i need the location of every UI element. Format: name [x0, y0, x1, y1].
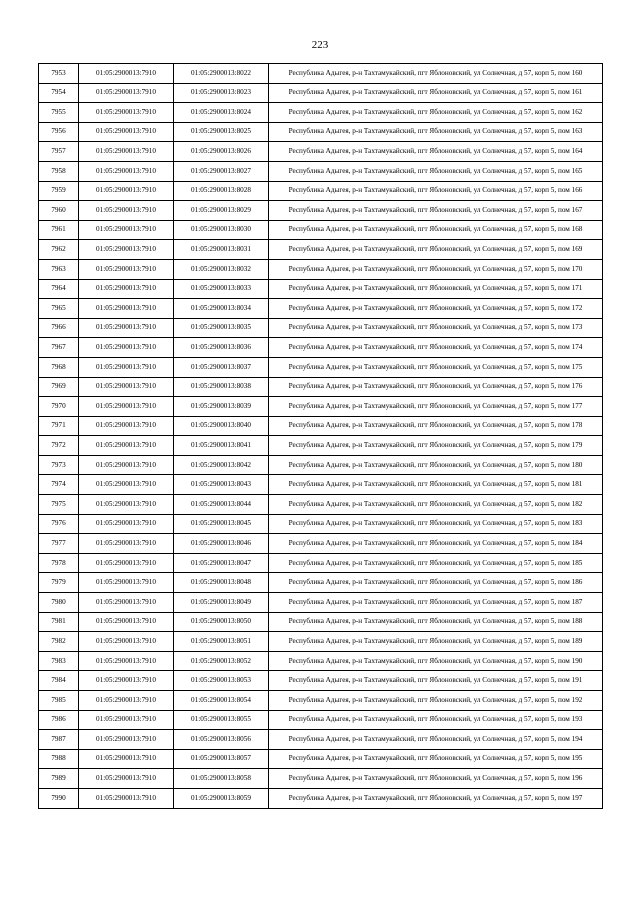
- row-number-cell: 7974: [39, 475, 79, 495]
- address-cell: Республика Адыгея, р-н Тахтамукайский, пгт Яблоновский, ул Солнечная, д 57, корп 5, пом 175: [269, 357, 603, 377]
- cadastral-registry-table: [38, 63, 603, 809]
- row-number-cell: 7969: [39, 377, 79, 397]
- cadastral-number-cell: 01:05:2900013:8036: [174, 338, 269, 358]
- table-row: [39, 240, 603, 260]
- parent-cadastral-number-cell: 01:05:2900013:7910: [79, 142, 174, 162]
- parent-cadastral-number-cell: 01:05:2900013:7910: [79, 201, 174, 221]
- table-row: [39, 593, 603, 613]
- table-row: [39, 122, 603, 142]
- cadastral-number-cell: 01:05:2900013:8047: [174, 553, 269, 573]
- address-cell: Республика Адыгея, р-н Тахтамукайский, пгт Яблоновский, ул Солнечная, д 57, корп 5, пом 179: [269, 436, 603, 456]
- table-row: [39, 730, 603, 750]
- row-number-cell: 7967: [39, 338, 79, 358]
- cadastral-number-cell: 01:05:2900013:8022: [174, 64, 269, 84]
- table-row: [39, 279, 603, 299]
- parent-cadastral-number-cell: 01:05:2900013:7910: [79, 357, 174, 377]
- parent-cadastral-number-cell: 01:05:2900013:7910: [79, 593, 174, 613]
- row-number-cell: 7989: [39, 769, 79, 789]
- row-number-cell: 7954: [39, 83, 79, 103]
- table-row: [39, 436, 603, 456]
- table-row: [39, 181, 603, 201]
- cadastral-number-cell: 01:05:2900013:8030: [174, 220, 269, 240]
- address-cell: Республика Адыгея, р-н Тахтамукайский, пгт Яблоновский, ул Солнечная, д 57, корп 5, пом 168: [269, 220, 603, 240]
- cadastral-number-cell: 01:05:2900013:8046: [174, 534, 269, 554]
- cadastral-number-cell: 01:05:2900013:8045: [174, 514, 269, 534]
- parent-cadastral-number-cell: 01:05:2900013:7910: [79, 318, 174, 338]
- row-number-cell: 7979: [39, 573, 79, 593]
- table-row: [39, 475, 603, 495]
- row-number-cell: 7987: [39, 730, 79, 750]
- parent-cadastral-number-cell: 01:05:2900013:7910: [79, 475, 174, 495]
- row-number-cell: 7955: [39, 103, 79, 123]
- parent-cadastral-number-cell: 01:05:2900013:7910: [79, 573, 174, 593]
- table-row: [39, 357, 603, 377]
- table-row: [39, 495, 603, 515]
- row-number-cell: 7990: [39, 788, 79, 808]
- parent-cadastral-number-cell: 01:05:2900013:7910: [79, 83, 174, 103]
- row-number-cell: 7976: [39, 514, 79, 534]
- cadastral-number-cell: 01:05:2900013:8038: [174, 377, 269, 397]
- parent-cadastral-number-cell: 01:05:2900013:7910: [79, 671, 174, 691]
- parent-cadastral-number-cell: 01:05:2900013:7910: [79, 181, 174, 201]
- cadastral-number-cell: 01:05:2900013:8025: [174, 122, 269, 142]
- table-row: [39, 397, 603, 417]
- table-row: [39, 749, 603, 769]
- table-row: [39, 64, 603, 84]
- cadastral-number-cell: 01:05:2900013:8054: [174, 691, 269, 711]
- parent-cadastral-number-cell: 01:05:2900013:7910: [79, 534, 174, 554]
- table-row: [39, 455, 603, 475]
- row-number-cell: 7956: [39, 122, 79, 142]
- address-cell: Республика Адыгея, р-н Тахтамукайский, пгт Яблоновский, ул Солнечная, д 57, корп 5, пом 170: [269, 259, 603, 279]
- cadastral-number-cell: 01:05:2900013:8056: [174, 730, 269, 750]
- table-row: [39, 514, 603, 534]
- row-number-cell: 7968: [39, 357, 79, 377]
- table-row: [39, 573, 603, 593]
- row-number-cell: 7960: [39, 201, 79, 221]
- parent-cadastral-number-cell: 01:05:2900013:7910: [79, 788, 174, 808]
- address-cell: Республика Адыгея, р-н Тахтамукайский, пгт Яблоновский, ул Солнечная, д 57, корп 5, пом 190: [269, 651, 603, 671]
- address-cell: Республика Адыгея, р-н Тахтамукайский, пгт Яблоновский, ул Солнечная, д 57, корп 5, пом 172: [269, 299, 603, 319]
- cadastral-number-cell: 01:05:2900013:8055: [174, 710, 269, 730]
- cadastral-number-cell: 01:05:2900013:8048: [174, 573, 269, 593]
- cadastral-number-cell: 01:05:2900013:8057: [174, 749, 269, 769]
- row-number-cell: 7965: [39, 299, 79, 319]
- row-number-cell: 7973: [39, 455, 79, 475]
- address-cell: Республика Адыгея, р-н Тахтамукайский, пгт Яблоновский, ул Солнечная, д 57, корп 5, пом 191: [269, 671, 603, 691]
- parent-cadastral-number-cell: 01:05:2900013:7910: [79, 495, 174, 515]
- page-number: 223: [311, 39, 329, 51]
- parent-cadastral-number-cell: 01:05:2900013:7910: [79, 455, 174, 475]
- registry-table-body: [39, 64, 603, 809]
- cadastral-number-cell: 01:05:2900013:8049: [174, 593, 269, 613]
- row-number-cell: 7957: [39, 142, 79, 162]
- parent-cadastral-number-cell: 01:05:2900013:7910: [79, 220, 174, 240]
- table-row: [39, 651, 603, 671]
- parent-cadastral-number-cell: 01:05:2900013:7910: [79, 514, 174, 534]
- address-cell: Республика Адыгея, р-н Тахтамукайский, пгт Яблоновский, ул Солнечная, д 57, корп 5, пом 195: [269, 749, 603, 769]
- address-cell: Республика Адыгея, р-н Тахтамукайский, пгт Яблоновский, ул Солнечная, д 57, корп 5, пом 192: [269, 691, 603, 711]
- address-cell: Республика Адыгея, р-н Тахтамукайский, пгт Яблоновский, ул Солнечная, д 57, корп 5, пом 180: [269, 455, 603, 475]
- cadastral-number-cell: 01:05:2900013:8058: [174, 769, 269, 789]
- address-cell: Республика Адыгея, р-н Тахтамукайский, пгт Яблоновский, ул Солнечная, д 57, корп 5, пом 181: [269, 475, 603, 495]
- table-row: [39, 318, 603, 338]
- address-cell: Республика Адыгея, р-н Тахтамукайский, пгт Яблоновский, ул Солнечная, д 57, корп 5, пом 196: [269, 769, 603, 789]
- row-number-cell: 7981: [39, 612, 79, 632]
- parent-cadastral-number-cell: 01:05:2900013:7910: [79, 122, 174, 142]
- parent-cadastral-number-cell: 01:05:2900013:7910: [79, 240, 174, 260]
- table-row: [39, 416, 603, 436]
- table-row: [39, 671, 603, 691]
- row-number-cell: 7970: [39, 397, 79, 417]
- cadastral-number-cell: 01:05:2900013:8023: [174, 83, 269, 103]
- parent-cadastral-number-cell: 01:05:2900013:7910: [79, 730, 174, 750]
- cadastral-number-cell: 01:05:2900013:8041: [174, 436, 269, 456]
- table-row: [39, 161, 603, 181]
- cadastral-number-cell: 01:05:2900013:8029: [174, 201, 269, 221]
- cadastral-number-cell: 01:05:2900013:8032: [174, 259, 269, 279]
- address-cell: Республика Адыгея, р-н Тахтамукайский, пгт Яблоновский, ул Солнечная, д 57, корп 5, пом 182: [269, 495, 603, 515]
- cadastral-number-cell: 01:05:2900013:8034: [174, 299, 269, 319]
- table-row: [39, 103, 603, 123]
- row-number-cell: 7972: [39, 436, 79, 456]
- address-cell: Республика Адыгея, р-н Тахтамукайский, пгт Яблоновский, ул Солнечная, д 57, корп 5, пом 165: [269, 161, 603, 181]
- row-number-cell: 7975: [39, 495, 79, 515]
- parent-cadastral-number-cell: 01:05:2900013:7910: [79, 64, 174, 84]
- parent-cadastral-number-cell: 01:05:2900013:7910: [79, 612, 174, 632]
- address-cell: Республика Адыгея, р-н Тахтамукайский, пгт Яблоновский, ул Солнечная, д 57, корп 5, пом 197: [269, 788, 603, 808]
- cadastral-number-cell: 01:05:2900013:8027: [174, 161, 269, 181]
- row-number-cell: 7971: [39, 416, 79, 436]
- cadastral-number-cell: 01:05:2900013:8059: [174, 788, 269, 808]
- address-cell: Республика Адыгея, р-н Тахтамукайский, пгт Яблоновский, ул Солнечная, д 57, корп 5, пом 160: [269, 64, 603, 84]
- cadastral-number-cell: 01:05:2900013:8039: [174, 397, 269, 417]
- parent-cadastral-number-cell: 01:05:2900013:7910: [79, 103, 174, 123]
- parent-cadastral-number-cell: 01:05:2900013:7910: [79, 416, 174, 436]
- address-cell: Республика Адыгея, р-н Тахтамукайский, пгт Яблоновский, ул Солнечная, д 57, корп 5, пом 177: [269, 397, 603, 417]
- parent-cadastral-number-cell: 01:05:2900013:7910: [79, 749, 174, 769]
- row-number-cell: 7962: [39, 240, 79, 260]
- address-cell: Республика Адыгея, р-н Тахтамукайский, пгт Яблоновский, ул Солнечная, д 57, корп 5, пом 184: [269, 534, 603, 554]
- table-row: [39, 201, 603, 221]
- address-cell: Республика Адыгея, р-н Тахтамукайский, пгт Яблоновский, ул Солнечная, д 57, корп 5, пом 166: [269, 181, 603, 201]
- address-cell: Республика Адыгея, р-н Тахтамукайский, пгт Яблоновский, ул Солнечная, д 57, корп 5, пом 163: [269, 122, 603, 142]
- parent-cadastral-number-cell: 01:05:2900013:7910: [79, 710, 174, 730]
- table-row: [39, 142, 603, 162]
- address-cell: Республика Адыгея, р-н Тахтамукайский, пгт Яблоновский, ул Солнечная, д 57, корп 5, пом 167: [269, 201, 603, 221]
- row-number-cell: 7953: [39, 64, 79, 84]
- address-cell: Республика Адыгея, р-н Тахтамукайский, пгт Яблоновский, ул Солнечная, д 57, корп 5, пом 173: [269, 318, 603, 338]
- cadastral-number-cell: 01:05:2900013:8043: [174, 475, 269, 495]
- parent-cadastral-number-cell: 01:05:2900013:7910: [79, 553, 174, 573]
- row-number-cell: 7985: [39, 691, 79, 711]
- address-cell: Республика Адыгея, р-н Тахтамукайский, пгт Яблоновский, ул Солнечная, д 57, корп 5, пом 174: [269, 338, 603, 358]
- address-cell: Республика Адыгея, р-н Тахтамукайский, пгт Яблоновский, ул Солнечная, д 57, корп 5, пом 176: [269, 377, 603, 397]
- row-number-cell: 7977: [39, 534, 79, 554]
- row-number-cell: 7958: [39, 161, 79, 181]
- address-cell: Республика Адыгея, р-н Тахтамукайский, пгт Яблоновский, ул Солнечная, д 57, корп 5, пом 193: [269, 710, 603, 730]
- cadastral-number-cell: 01:05:2900013:8042: [174, 455, 269, 475]
- parent-cadastral-number-cell: 01:05:2900013:7910: [79, 436, 174, 456]
- cadastral-number-cell: 01:05:2900013:8031: [174, 240, 269, 260]
- address-cell: Республика Адыгея, р-н Тахтамукайский, пгт Яблоновский, ул Солнечная, д 57, корп 5, пом 187: [269, 593, 603, 613]
- table-row: [39, 632, 603, 652]
- parent-cadastral-number-cell: 01:05:2900013:7910: [79, 338, 174, 358]
- cadastral-number-cell: 01:05:2900013:8026: [174, 142, 269, 162]
- table-row: [39, 83, 603, 103]
- cadastral-number-cell: 01:05:2900013:8052: [174, 651, 269, 671]
- table-row: [39, 612, 603, 632]
- address-cell: Республика Адыгея, р-н Тахтамукайский, пгт Яблоновский, ул Солнечная, д 57, корп 5, пом 178: [269, 416, 603, 436]
- address-cell: Республика Адыгея, р-н Тахтамукайский, пгт Яблоновский, ул Солнечная, д 57, корп 5, пом 171: [269, 279, 603, 299]
- address-cell: Республика Адыгея, р-н Тахтамукайский, пгт Яблоновский, ул Солнечная, д 57, корп 5, пом 161: [269, 83, 603, 103]
- cadastral-number-cell: 01:05:2900013:8050: [174, 612, 269, 632]
- cadastral-number-cell: 01:05:2900013:8024: [174, 103, 269, 123]
- parent-cadastral-number-cell: 01:05:2900013:7910: [79, 377, 174, 397]
- parent-cadastral-number-cell: 01:05:2900013:7910: [79, 259, 174, 279]
- cadastral-number-cell: 01:05:2900013:8033: [174, 279, 269, 299]
- table-row: [39, 259, 603, 279]
- cadastral-number-cell: 01:05:2900013:8037: [174, 357, 269, 377]
- row-number-cell: 7966: [39, 318, 79, 338]
- address-cell: Республика Адыгея, р-н Тахтамукайский, пгт Яблоновский, ул Солнечная, д 57, корп 5, пом 162: [269, 103, 603, 123]
- parent-cadastral-number-cell: 01:05:2900013:7910: [79, 299, 174, 319]
- row-number-cell: 7964: [39, 279, 79, 299]
- address-cell: Республика Адыгея, р-н Тахтамукайский, пгт Яблоновский, ул Солнечная, д 57, корп 5, пом 194: [269, 730, 603, 750]
- table-row: [39, 220, 603, 240]
- table-row: [39, 553, 603, 573]
- cadastral-number-cell: 01:05:2900013:8040: [174, 416, 269, 436]
- table-row: [39, 710, 603, 730]
- row-number-cell: 7978: [39, 553, 79, 573]
- cadastral-number-cell: 01:05:2900013:8044: [174, 495, 269, 515]
- row-number-cell: 7963: [39, 259, 79, 279]
- cadastral-number-cell: 01:05:2900013:8053: [174, 671, 269, 691]
- parent-cadastral-number-cell: 01:05:2900013:7910: [79, 691, 174, 711]
- address-cell: Республика Адыгея, р-н Тахтамукайский, пгт Яблоновский, ул Солнечная, д 57, корп 5, пом 164: [269, 142, 603, 162]
- row-number-cell: 7983: [39, 651, 79, 671]
- table-row: [39, 299, 603, 319]
- address-cell: Республика Адыгея, р-н Тахтамукайский, пгт Яблоновский, ул Солнечная, д 57, корп 5, пом 188: [269, 612, 603, 632]
- table-row: [39, 338, 603, 358]
- parent-cadastral-number-cell: 01:05:2900013:7910: [79, 397, 174, 417]
- row-number-cell: 7961: [39, 220, 79, 240]
- table-row: [39, 377, 603, 397]
- row-number-cell: 7988: [39, 749, 79, 769]
- row-number-cell: 7982: [39, 632, 79, 652]
- parent-cadastral-number-cell: 01:05:2900013:7910: [79, 632, 174, 652]
- parent-cadastral-number-cell: 01:05:2900013:7910: [79, 651, 174, 671]
- parent-cadastral-number-cell: 01:05:2900013:7910: [79, 769, 174, 789]
- row-number-cell: 7959: [39, 181, 79, 201]
- row-number-cell: 7984: [39, 671, 79, 691]
- address-cell: Республика Адыгея, р-н Тахтамукайский, пгт Яблоновский, ул Солнечная, д 57, корп 5, пом 185: [269, 553, 603, 573]
- table-row: [39, 691, 603, 711]
- table-row: [39, 534, 603, 554]
- row-number-cell: 7980: [39, 593, 79, 613]
- parent-cadastral-number-cell: 01:05:2900013:7910: [79, 161, 174, 181]
- row-number-cell: 7986: [39, 710, 79, 730]
- address-cell: Республика Адыгея, р-н Тахтамукайский, пгт Яблоновский, ул Солнечная, д 57, корп 5, пом 189: [269, 632, 603, 652]
- table-row: [39, 788, 603, 808]
- address-cell: Республика Адыгея, р-н Тахтамукайский, пгт Яблоновский, ул Солнечная, д 57, корп 5, пом 186: [269, 573, 603, 593]
- table-row: [39, 769, 603, 789]
- parent-cadastral-number-cell: 01:05:2900013:7910: [79, 279, 174, 299]
- address-cell: Республика Адыгея, р-н Тахтамукайский, пгт Яблоновский, ул Солнечная, д 57, корп 5, пом 169: [269, 240, 603, 260]
- cadastral-number-cell: 01:05:2900013:8028: [174, 181, 269, 201]
- cadastral-number-cell: 01:05:2900013:8035: [174, 318, 269, 338]
- cadastral-number-cell: 01:05:2900013:8051: [174, 632, 269, 652]
- address-cell: Республика Адыгея, р-н Тахтамукайский, пгт Яблоновский, ул Солнечная, д 57, корп 5, пом 183: [269, 514, 603, 534]
